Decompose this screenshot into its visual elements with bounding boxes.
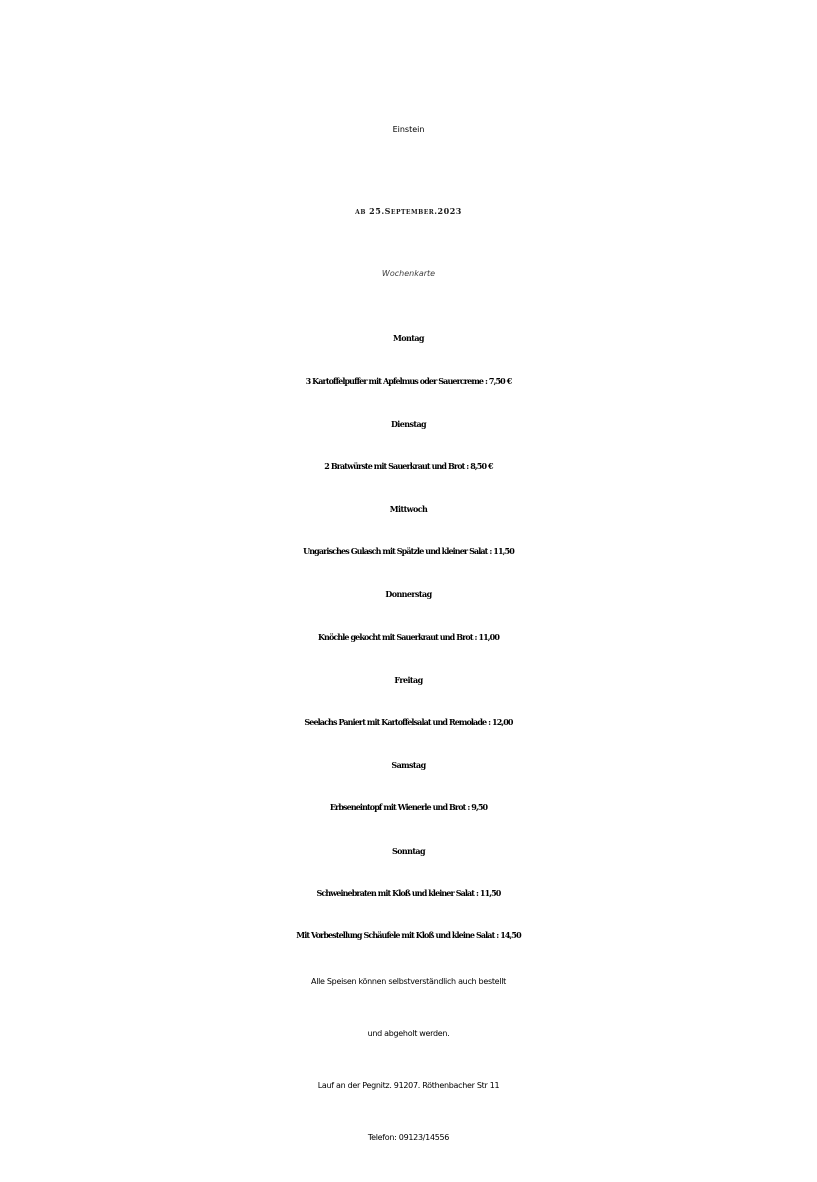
dish-friday: Seelachs Paniert mit Kartoffelsalat und Remolade : 12,00 — [304, 717, 513, 727]
restaurant-title: Einstein — [392, 125, 425, 134]
takeaway-note-line1: Alle Speisen können selbstverständlich auch bestellt — [311, 977, 506, 986]
day-label-friday: Freitag — [394, 675, 423, 685]
dish-sunday: Schweinebraten mit Kloß und kleiner Salat : 11,50 — [316, 888, 501, 898]
dish-sunday-preorder: Mit Vorbestellung Schäufele mit Kloß und kleine Salat : 14,50 — [296, 930, 521, 940]
dish-saturday: Erbseneintopf mit Wienerle und Brot : 9,50 — [329, 802, 488, 812]
dish-monday: 3 Kartoffelpuffer mit Apfelmus oder Sauercreme : 7,50 € — [305, 376, 512, 386]
dish-wednesday: Ungarisches Gulasch mit Spätzle und kleiner Salat : 11,50 — [303, 546, 514, 556]
day-label-monday: Montag — [393, 333, 424, 343]
day-label-sunday: Sonntag — [391, 846, 426, 856]
dish-tuesday: 2 Bratwürste mit Sauerkraut und Brot : 8,50 € — [324, 461, 493, 471]
menu-heading: Wochenkarte — [381, 269, 436, 278]
address: Lauf an der Pegnitz. 91207. Röthenbacher Str 11 — [317, 1081, 500, 1090]
day-label-thursday: Donnerstag — [385, 589, 432, 599]
dish-thursday: Knöchle gekocht mit Sauerkraut und Brot : 11,00 — [317, 632, 500, 642]
phone-number: Telefon: 09123/14556 — [367, 1133, 450, 1142]
valid-from-date: ab 25.September.2023 — [355, 206, 462, 216]
day-label-tuesday: Dienstag — [390, 419, 427, 429]
day-label-wednesday: Mittwoch — [389, 504, 428, 514]
takeaway-note-line2: und abgeholt werden. — [367, 1029, 450, 1038]
day-label-saturday: Samstag — [391, 760, 426, 770]
